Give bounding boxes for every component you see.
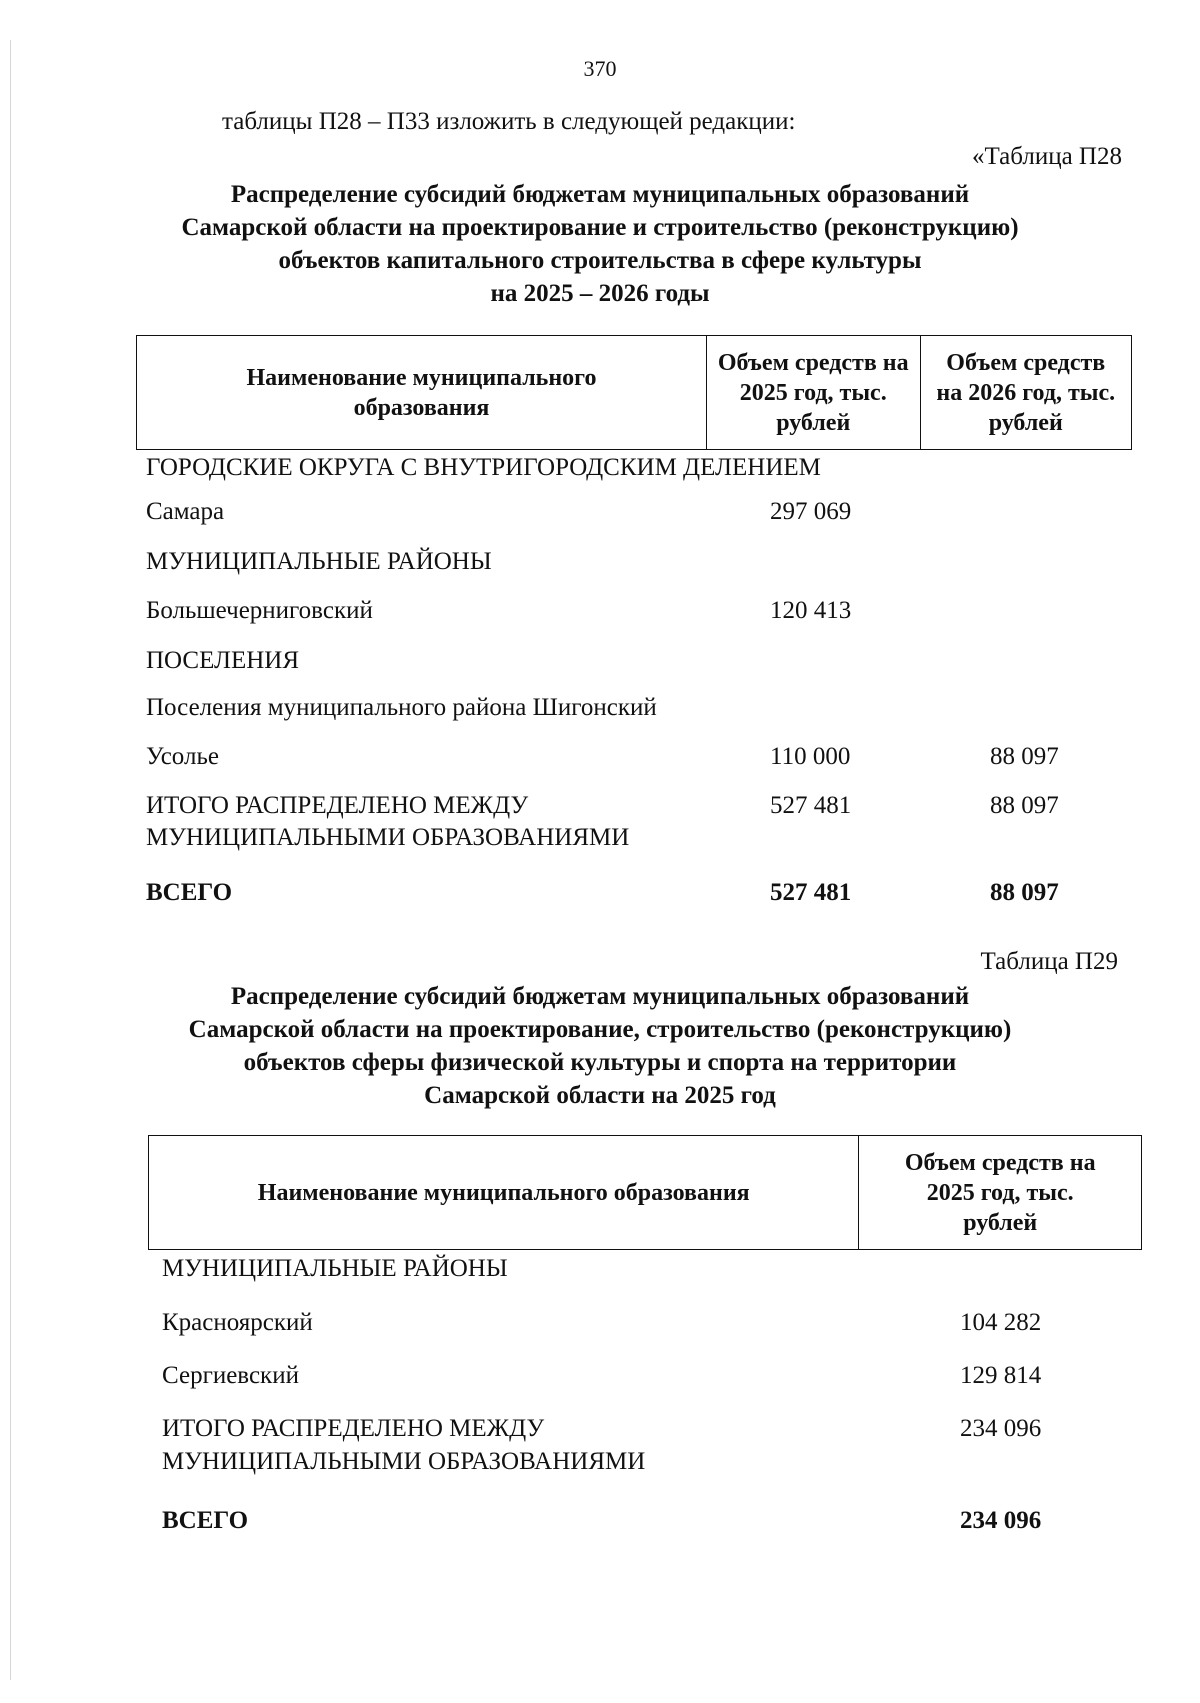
header-col-2025: Объем средств на 2025 год, тыс. рублей: [858, 1136, 1141, 1249]
table-row-name-line2: МУНИЦИПАЛЬНЫМИ ОБРАЗОВАНИЯМИ: [162, 1448, 646, 1475]
table-p29-header: [148, 1135, 1142, 1250]
title-line: Распределение субсидий бюджетам муниципальных образований: [230, 983, 970, 1010]
table-p29-label: Таблица П29: [980, 948, 1118, 975]
title-line: объектов капитального строительства в сфере культуры: [278, 247, 922, 274]
title-line: на 2025 – 2026 годы: [490, 280, 710, 307]
table-row-total-2025: 234 096: [960, 1507, 1042, 1534]
table-p28-title: [140, 178, 1060, 310]
title-line: Распределение субсидий бюджетам муниципальных образований: [230, 181, 970, 208]
table-row-total-2025: 527 481: [770, 879, 852, 906]
table-row-name: Красноярский: [162, 1309, 313, 1336]
header-name: Наименование муниципального образования: [246, 364, 597, 421]
table-row-value-2025: 297 069: [770, 498, 852, 525]
table-p29-title: [140, 980, 1060, 1112]
title-line: объектов сферы физической культуры и спорта на территории: [243, 1049, 957, 1076]
table-row-value-2025: 129 814: [960, 1362, 1042, 1389]
table-row-name: ПОСЕЛЕНИЯ: [146, 647, 300, 674]
table-row-total-name: ВСЕГО: [146, 879, 233, 906]
table-row-name: Сергиевский: [162, 1362, 299, 1389]
table-row-name: Большечерниговский: [146, 597, 373, 624]
table-row-value-2025: 120 413: [770, 597, 852, 624]
header-col-2025: Объем средств на 2025 год, тыс. рублей: [706, 336, 920, 449]
table-row-value-2025: 104 282: [960, 1309, 1042, 1336]
title-line: Самарской области на 2025 год: [424, 1082, 776, 1109]
table-p28-header: [136, 335, 1132, 450]
title-line: Самарской области на проектирование, строительство (реконструкцию): [188, 1016, 1012, 1043]
table-row-name: Усолье: [146, 743, 219, 770]
table-row-name-line2: МУНИЦИПАЛЬНЫМИ ОБРАЗОВАНИЯМИ: [146, 824, 630, 851]
table-row-value-2025: 234 096: [960, 1415, 1042, 1442]
table-row-name: ИТОГО РАСПРЕДЕЛЕНО МЕЖДУ: [146, 792, 529, 819]
intro-text: таблицы П28 – П33 изложить в следующей редакции:: [222, 108, 796, 135]
table-row-name: МУНИЦИПАЛЬНЫЕ РАЙОНЫ: [146, 548, 492, 575]
page-number: 370: [583, 56, 617, 81]
table-row-value-2026: 88 097: [990, 743, 1059, 770]
table-row-value-2025: 527 481: [770, 792, 852, 819]
table-row-name: МУНИЦИПАЛЬНЫЕ РАЙОНЫ: [162, 1255, 508, 1282]
table-row-name: Поселения муниципального района Шигонский: [146, 694, 657, 721]
header-name: Наименование муниципального образования: [257, 1179, 750, 1206]
table-row-name: Самара: [146, 498, 225, 525]
table-row-value-2026: 88 097: [990, 792, 1059, 819]
scan-edge-line: [10, 40, 11, 1680]
table-row-name: ГОРОДСКИЕ ОКРУГА С ВНУТРИГОРОДСКИМ ДЕЛЕНИЕМ: [146, 454, 821, 481]
table-p28-label: «Таблица П28: [972, 143, 1122, 170]
table-row-value-2025: 110 000: [770, 743, 851, 770]
table-row-total-name: ВСЕГО: [162, 1507, 249, 1534]
title-line: Самарской области на проектирование и строительство (реконструкцию): [181, 214, 1019, 241]
table-row-total-2026: 88 097: [990, 879, 1059, 906]
header-col-2026: Объем средств на 2026 год, тыс. рублей: [920, 336, 1132, 449]
table-row-name: ИТОГО РАСПРЕДЕЛЕНО МЕЖДУ: [162, 1415, 545, 1442]
